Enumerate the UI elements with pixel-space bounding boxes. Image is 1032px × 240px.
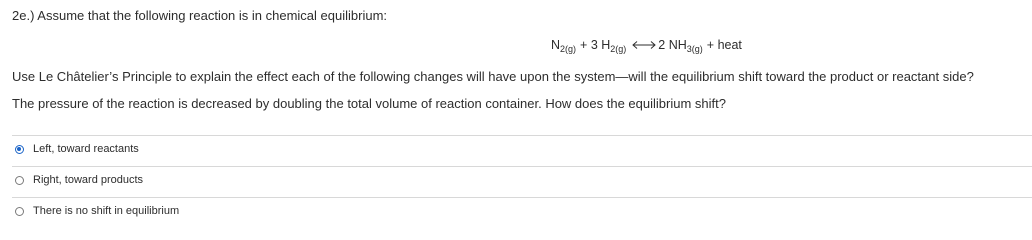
answer-option-right-products[interactable] <box>12 168 1032 192</box>
chemical-equation <box>551 38 742 52</box>
answer-option-left-reactants[interactable] <box>12 137 1032 161</box>
divider <box>12 135 1032 136</box>
equation-h2: + 3 H <box>580 38 611 52</box>
equation-h2-subscript: 2(g) <box>610 44 627 54</box>
option-label: Left, toward reactants <box>33 143 139 155</box>
equation-nh3: 2 NH <box>658 38 687 52</box>
radio-selected-icon[interactable] <box>15 145 24 154</box>
equation-heat: + heat <box>706 38 742 52</box>
question-scenario: The pressure of the reaction is decreased by doubling the total volume of reaction container. How does the equilibrium shift? <box>12 96 726 111</box>
option-label: There is no shift in equilibrium <box>33 205 180 217</box>
equation-n2: N <box>551 38 561 52</box>
equation-nh3-subscript: 3(g) <box>686 44 703 54</box>
divider <box>12 166 1032 167</box>
answer-option-no-shift[interactable] <box>12 199 1032 223</box>
option-label: Right, toward products <box>33 174 144 186</box>
question-instruction: Use Le Châtelier’s Principle to explain the effect each of the following changes will have upon the system—will the equilibrium shift toward the product or reactant side? <box>12 69 974 84</box>
equation-n2-subscript: 2(g) <box>560 44 577 54</box>
radio-unselected-icon[interactable] <box>15 207 24 216</box>
divider <box>12 197 1032 198</box>
double-arrow-icon <box>631 39 657 49</box>
radio-unselected-icon[interactable] <box>15 176 24 185</box>
question-title: 2e.) Assume that the following reaction is in chemical equilibrium: <box>12 8 388 23</box>
